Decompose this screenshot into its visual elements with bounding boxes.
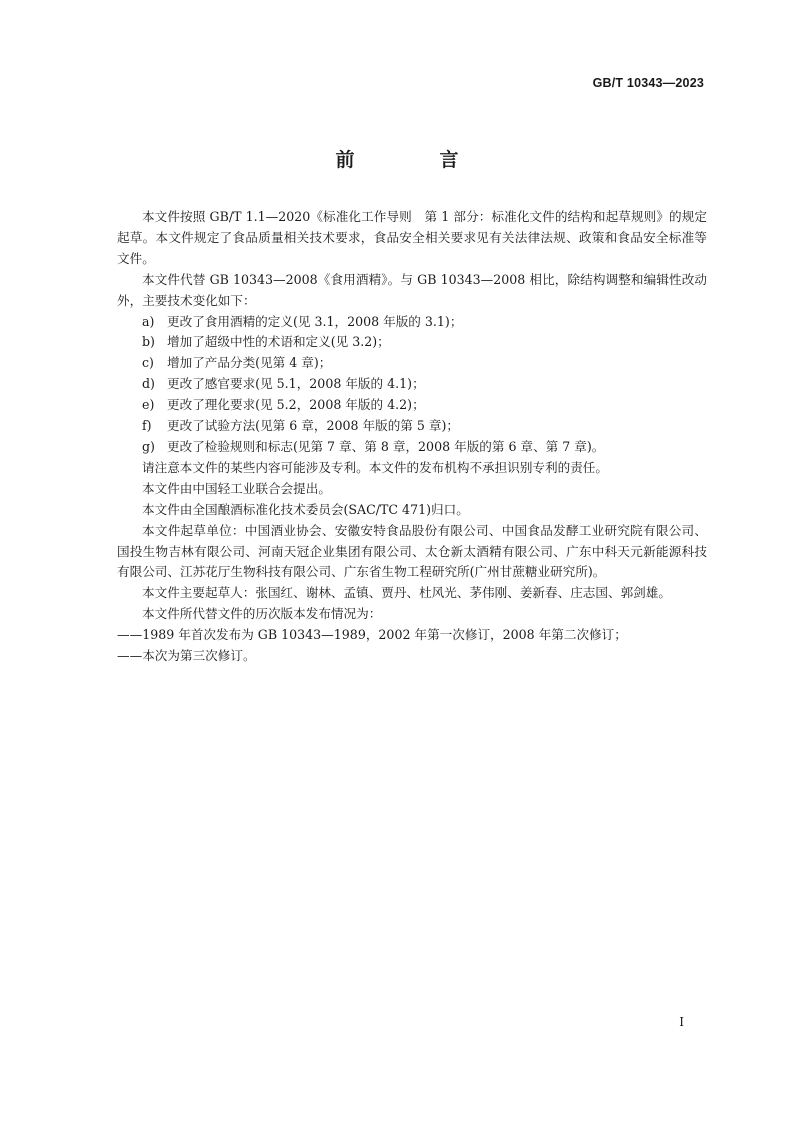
list-item-text: 更改了理化要求(见 5.2，2008 年版的 4.2)； [167,397,425,413]
list-item-label: b) [142,334,155,350]
list-item [117,416,707,437]
list-item [117,353,707,374]
paragraph-drafters: 本文件主要起草人：张国红、谢林、孟镇、贾丹、杜风光、茅伟刚、姜新春、庄志国、郭剑雄。 [142,585,671,601]
paragraph-patent-notice: 请注意本文件的某些内容可能涉及专利。本文件的发布机构不承担识别专利的责任。 [142,459,608,475]
foreword-body [117,207,707,667]
list-item [117,332,707,353]
list-item-text: 更改了检验规则和标志(见第 7 章、第 8 章，2008 年版的第 6 章、第 7 章)。 [167,438,605,454]
list-item-text: 增加了超级中性的术语和定义(见 3.2)； [167,334,390,350]
list-item-label: c) [142,355,154,371]
list-item [117,437,707,458]
history-item: ——本次为第三次修订。 [117,648,256,664]
list-item-label: d) [142,376,155,392]
list-item-text: 更改了感官要求(见 5.1，2008 年版的 4.1)； [167,376,425,392]
page-title: 前 言 [335,149,492,171]
list-item-label: g) [142,438,155,454]
list-item [117,312,707,333]
paragraph-replacement: 本文件代替 GB 10343—2008《食用酒精》。与 GB 10343—2008 相比，除结构调整和编辑性改动外，主要技术变化如下： [117,271,707,308]
paragraph-proposer: 本文件由中国轻工业联合会提出。 [142,480,331,496]
list-item [117,395,707,416]
paragraph-drafting-units: 本文件起草单位：中国酒业协会、安徽安特食品股份有限公司、中国食品发酵工业研究院有限公司、国投生物吉林有限公司、河南天冠企业集团有限公司、太仓新太酒精有限公司、广东中科天元新能源科技有限公司、江苏花厅生物科技有限公司、广东省生物工程研究所(广州甘蔗糖业研究所)。 [117,522,707,580]
changes-list [117,312,707,458]
list-item-label: e) [142,397,155,413]
list-item-text: 增加了产品分类(见第 4 章)； [167,355,332,371]
list-item-label: f) [142,418,152,434]
page-number: I [679,1015,684,1029]
list-item-label: a) [142,313,155,329]
list-item-text: 更改了食用酒精的定义(见 3.1，2008 年版的 3.1)； [167,313,463,329]
paragraph-history-intro: 本文件所代替文件的历次版本发布情况为： [142,606,382,622]
paragraph-committee: 本文件由全国酿酒标准化技术委员会(SAC/TC 471)归口。 [142,501,469,517]
list-item-text: 更改了试验方法(见第 6 章，2008 年版的第 5 章)； [167,418,460,434]
history-item: ——1989 年首次发布为 GB 10343—1989，2002 年第一次修订，2008 年第二次修订； [117,627,627,643]
paragraph-drafting-rules: 本文件按照 GB/T 1.1—2020《标准化工作导则 第 1 部分：标准化文件的结构和起草规则》的规定起草。本文件规定了食品质量相关技术要求，食品安全相关要求见有关法律法规、政策和食品安全标准等文件。 [117,209,707,266]
standard-code: GB/T 10343—2023 [592,76,704,90]
list-item [117,374,707,395]
